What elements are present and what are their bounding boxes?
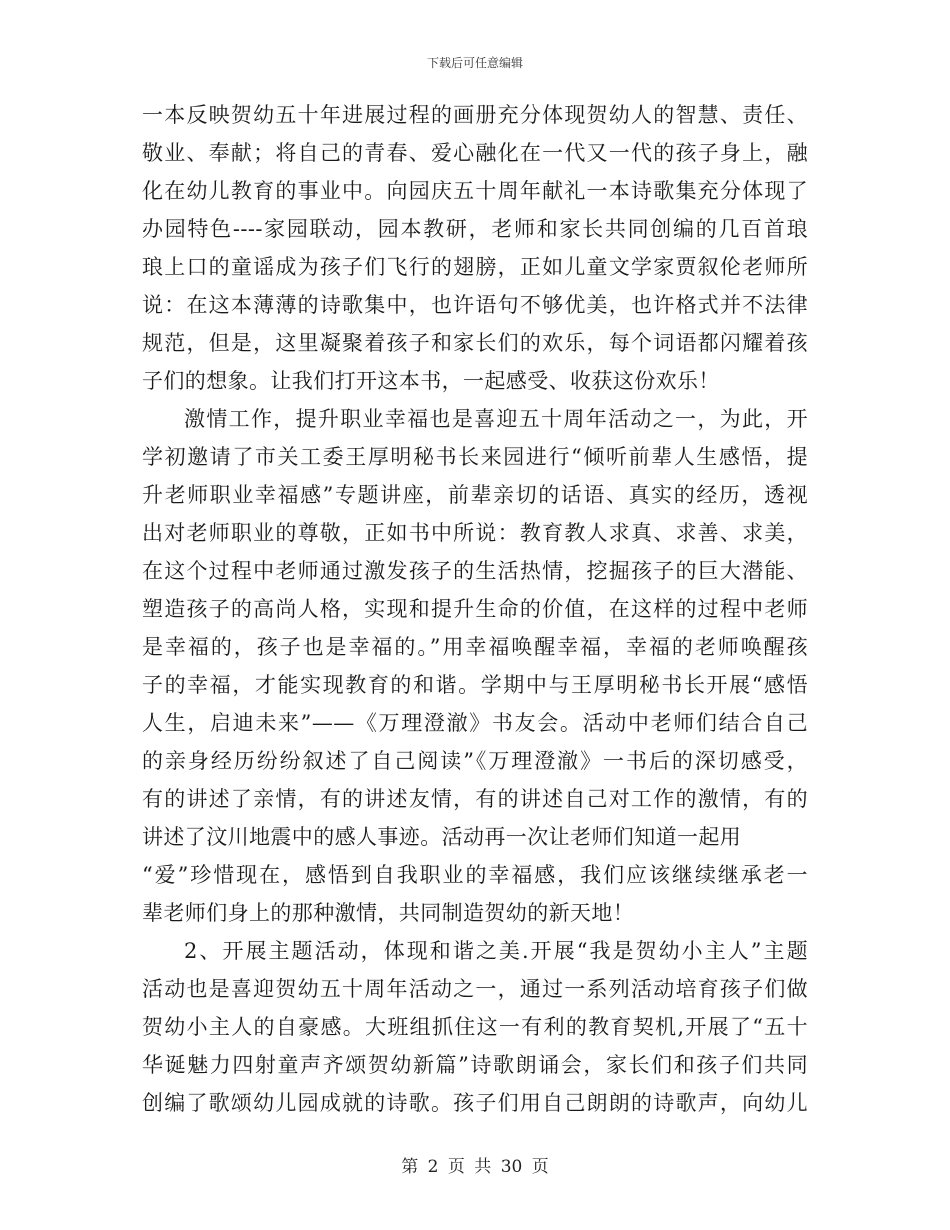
text-line: 在这个过程中老师通过激发孩子的生活热情，挖掘孩子的巨大潜能、 (142, 559, 808, 583)
text-line: 子们的想象。让我们打开这本书，一起感受、收获这份欢乐！ (142, 369, 720, 393)
text-line: 创编了歌颂幼儿园成就的诗歌。孩子们用自己朗朗的诗歌声，向幼儿 (142, 1091, 808, 1115)
page-number-footer: 第 2 页 共 30 页 (401, 1157, 549, 1177)
text-line: 辈老师们身上的那种激情，共同制造贺幼的新天地！ (142, 901, 635, 925)
text-line: 讲述了汶川地震中的感人事迹。活动再一次让老师们知道一起用 (142, 825, 742, 849)
text-line: 说：在这本薄薄的诗歌集中，也许语句不够优美，也许格式并不法律 (142, 293, 808, 317)
text-line: 人生，启迪未来”——《万理澄澈》书友会。活动中老师们结合自己 (142, 711, 808, 735)
text-line: 办园特色----家园联动，园本教研，老师和家长共同创编的几百首琅 (142, 217, 808, 241)
text-line: 化在幼儿教育的事业中。向园庆五十周年献礼一本诗歌集充分体现了 (142, 179, 808, 203)
text-line: 子的幸福，才能实现教育的和谐。学期中与王厚明秘书长开展“感悟 (142, 673, 808, 697)
text-line: 活动也是喜迎贺幼五十周年活动之一，通过一系列活动培育孩子们做 (142, 977, 808, 1001)
text-line: 的亲身经历纷纷叙述了自己阅读”《万理澄澈》一书后的深切感受， (142, 749, 808, 773)
text-line: 2、开展主题活动，体现和谐之美.开展“我是贺幼小主人”主题 (184, 939, 808, 963)
text-line: 塑造孩子的高尚人格，实现和提升生命的价值，在这样的过程中老师 (142, 597, 808, 621)
text-line: 学初邀请了市关工委王厚明秘书长来园进行“倾听前辈人生感悟，提 (142, 445, 808, 469)
text-line: 规范，但是，这里凝聚着孩子和家长们的欢乐，每个词语都闪耀着孩 (142, 331, 808, 355)
text-line: 有的讲述了亲情，有的讲述友情，有的讲述自己对工作的激情，有的 (142, 787, 808, 811)
text-line: “爱”珍惜现在，感悟到自我职业的幸福感，我们应该继续继承老一 (142, 863, 808, 887)
text-line: 升老师职业幸福感”专题讲座，前辈亲切的话语、真实的经历，透视 (142, 483, 808, 507)
text-line: 敬业、奉献；将自己的青春、爱心融化在一代又一代的孩子身上，融 (142, 141, 808, 165)
text-line: 激情工作，提升职业幸福也是喜迎五十周年活动之一，为此，开 (184, 407, 808, 431)
text-line: 出对老师职业的尊敬，正如书中所说：教育教人求真、求善、求美， (142, 521, 808, 545)
text-line: 贺幼小主人的自豪感。大班组抓住这一有利的教育契机,开展了“五十 (142, 1015, 808, 1039)
text-line: 一本反映贺幼五十年进展过程的画册充分体现贺幼人的智慧、责任、 (142, 103, 808, 127)
document-body (142, 96, 808, 1122)
text-line: 华诞魅力四射童声齐颂贺幼新篇”诗歌朗诵会，家长们和孩子们共同 (142, 1053, 808, 1077)
text-line: 琅上口的童谣成为孩子们飞行的翅膀，正如儿童文学家贾叙伦老师所 (142, 255, 808, 279)
text-line: 是幸福的，孩子也是幸福的。”用幸福唤醒幸福，幸福的老师唤醒孩 (142, 635, 808, 659)
page-header: 下载后可任意编辑 (426, 56, 523, 70)
